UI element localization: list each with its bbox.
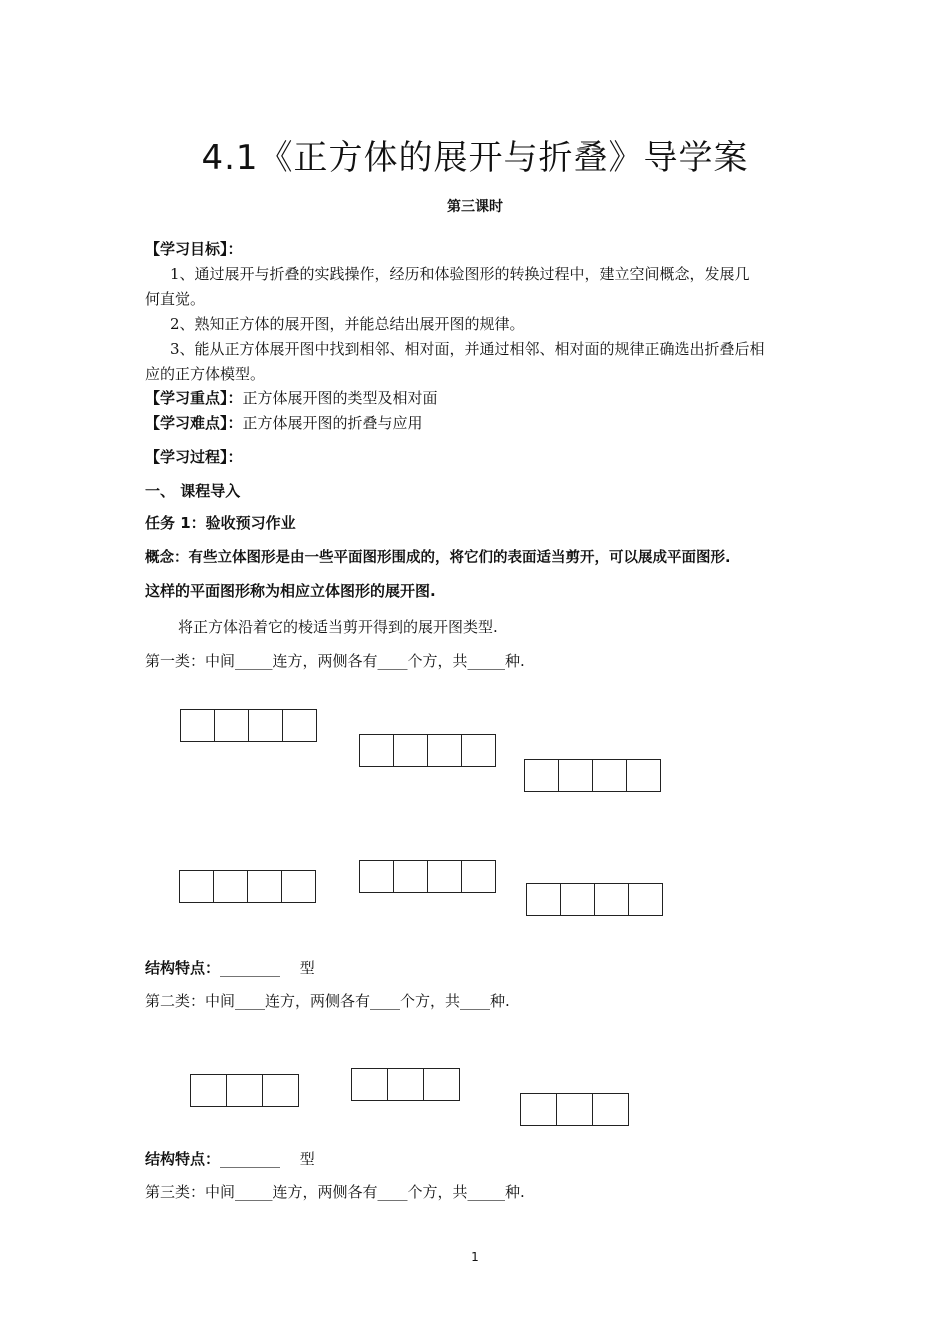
feature-2-label: 结构特点：	[145, 1150, 221, 1168]
four-square-strip	[359, 860, 496, 893]
square	[462, 734, 496, 767]
page-title: 4.1《正方体的展开与折叠》导学案	[201, 138, 749, 178]
objective-2: 2、熟知正方体的展开图，并能总结出展开图的规律。	[170, 315, 525, 333]
keypoint-label: 【学习重点】：	[145, 389, 243, 407]
feature-2-row	[145, 1148, 315, 1169]
square	[352, 1068, 388, 1101]
difficulty-label: 【学习难点】：	[145, 414, 243, 432]
keypoint-row	[145, 387, 438, 408]
square	[180, 870, 214, 903]
square	[360, 860, 394, 893]
three-square-strip	[190, 1074, 299, 1107]
square	[593, 759, 627, 792]
lesson-subtitle: 第三课时	[447, 199, 503, 215]
square	[428, 734, 462, 767]
keypoint-text: 正方体展开图的类型及相对面	[242, 389, 438, 407]
square	[428, 860, 462, 893]
objectives-heading: 【学习目标】：	[145, 240, 243, 258]
square	[525, 759, 559, 792]
square	[527, 883, 561, 916]
four-square-strip	[526, 883, 663, 916]
square	[521, 1093, 557, 1126]
square	[215, 709, 249, 742]
square	[557, 1093, 593, 1126]
class-3-text: 第三类：中间_____连方，两侧各有____个方，共_____种.	[145, 1183, 525, 1201]
objective-3-line2: 应的正方体模型。	[145, 365, 266, 383]
square	[629, 883, 663, 916]
square	[360, 734, 394, 767]
square	[627, 759, 661, 792]
difficulty-row	[145, 412, 423, 433]
page-number: 1	[471, 1250, 479, 1264]
concept-line-1: 概念：有些立体图形是由一些平面图形围成的，将它们的表面适当剪开，可以展成平面图形.	[145, 550, 731, 566]
process-heading: 【学习过程】：	[145, 448, 243, 466]
square	[394, 860, 428, 893]
square	[214, 870, 248, 903]
three-square-strip	[520, 1093, 629, 1126]
square	[248, 870, 282, 903]
objective-1-line1: 1、通过展开与折叠的实践操作，经历和体验图形的转换过程中，建立空间概念，发展几	[170, 265, 750, 283]
square	[283, 709, 317, 742]
four-square-strip	[179, 870, 316, 903]
square	[559, 759, 593, 792]
class-2-text: 第二类：中间____连方，两侧各有____个方，共____种.	[145, 992, 510, 1010]
four-square-strip	[180, 709, 317, 742]
square	[561, 883, 595, 916]
square	[263, 1074, 299, 1107]
difficulty-text: 正方体展开图的折叠与应用	[242, 414, 423, 432]
four-square-strip	[524, 759, 661, 792]
feature-1-row	[145, 957, 315, 978]
square	[595, 883, 629, 916]
square	[249, 709, 283, 742]
class-1-text: 第一类：中间_____连方，两侧各有____个方，共_____种.	[145, 652, 525, 670]
feature-1-label: 结构特点：	[145, 959, 221, 977]
concept-line-2: 这样的平面图形称为相应立体图形的展开图.	[145, 582, 436, 600]
task-1-heading: 任务 1：验收预习作业	[145, 514, 296, 532]
feature-1-blank: ________ 型	[220, 959, 315, 977]
section-1-heading: 一、 课程导入	[145, 482, 241, 500]
square	[388, 1068, 424, 1101]
square	[191, 1074, 227, 1107]
square	[424, 1068, 460, 1101]
square	[181, 709, 215, 742]
square	[282, 870, 316, 903]
square	[593, 1093, 629, 1126]
feature-2-blank: ________ 型	[220, 1150, 315, 1168]
objective-3-line1: 3、能从正方体展开图中找到相邻、相对面，并通过相邻、相对面的规律正确选出折叠后相	[170, 340, 765, 358]
square	[394, 734, 428, 767]
square	[227, 1074, 263, 1107]
intro-text: 将正方体沿着它的棱适当剪开得到的展开图类型.	[178, 618, 498, 636]
square	[462, 860, 496, 893]
four-square-strip	[359, 734, 496, 767]
three-square-strip	[351, 1068, 460, 1101]
objective-1-line2: 何直觉。	[145, 290, 206, 308]
